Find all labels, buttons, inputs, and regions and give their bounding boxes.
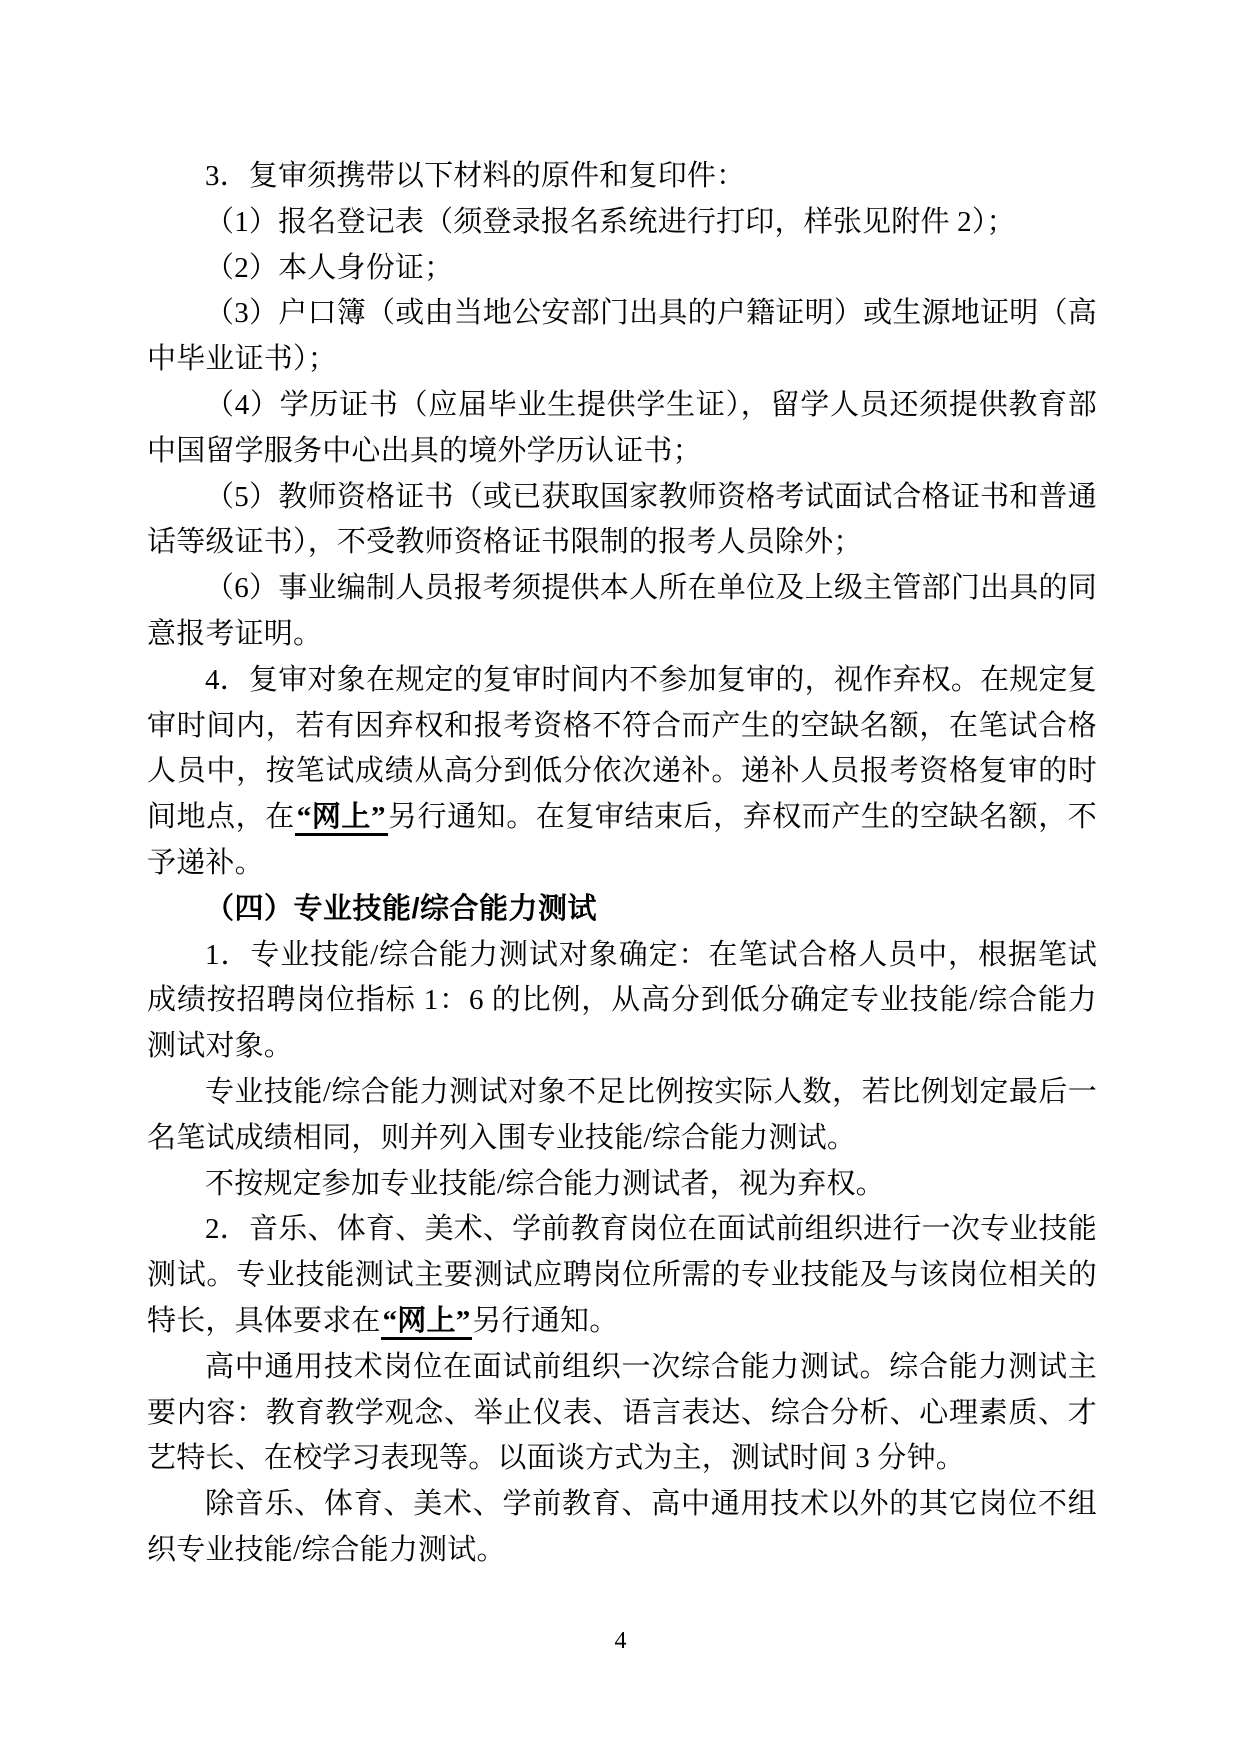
text-run: 高中通用技术岗位在面试前组织一次综合能力测试。综合能力测试主要内容：教育教学观念、举止仪表、语言表达、综合分析、心理素质、才艺特长、在校学习表现等。以面谈方式为主，测试时间 3 分钟。: [147, 1350, 1097, 1475]
paragraph: [147, 933, 1097, 1070]
paragraph: [147, 475, 1097, 567]
paragraph: [147, 1070, 1097, 1162]
text-run: 另行通知。在复审结束后，弃权而产生的空缺名额，不予递补。: [147, 801, 1097, 879]
paragraph: [147, 154, 1097, 200]
paragraph: [147, 566, 1097, 658]
paragraph: [147, 291, 1097, 383]
text-run: 不按规定参加专业技能/综合能力测试者，视为弃权。: [205, 1167, 885, 1200]
section-heading: [147, 887, 1097, 933]
text-run: （1）报名登记表（须登录报名系统进行打印，样张见附件 2）；: [205, 205, 1016, 238]
paragraph: [147, 246, 1097, 292]
text-run: 专业技能/综合能力测试对象不足比例按实际人数，若比例划定最后一名笔试成绩相同，则并列入围专业技能/综合能力测试。: [147, 1075, 1097, 1154]
text-run: 除音乐、体育、美术、学前教育、高中通用技术以外的其它岗位不组织专业技能/综合能力测试。: [147, 1488, 1097, 1566]
text-run: （6）事业编制人员报考须提供本人所在单位及上级主管部门出具的同意报考证明。: [147, 572, 1097, 650]
emphasized-term: “网上”: [381, 1305, 473, 1340]
text-run: 1．专业技能/综合能力测试对象确定：在笔试合格人员中，根据笔试成绩按招聘岗位指标 1：6 的比例，从高分到低分确定专业技能/综合能力测试对象。: [147, 938, 1097, 1063]
page-number: 4: [614, 1628, 627, 1654]
paragraph: [147, 1162, 1097, 1208]
text-run: 2．音乐、体育、美术、学前教育岗位在面试前组织进行一次专业技能测试。专业技能测试主要测试应聘岗位所需的专业技能及与该岗位相关的特长，具体要求在: [147, 1213, 1097, 1337]
paragraph: [147, 1482, 1097, 1574]
emphasized-term: “网上”: [295, 801, 388, 836]
paragraph: [147, 200, 1097, 246]
paragraph: [147, 383, 1097, 475]
document-body: [147, 154, 1097, 1574]
text-run: 另行通知。: [472, 1304, 619, 1337]
text-run: （2）本人身份证；: [205, 251, 454, 284]
text-run: （5）教师资格证书（或已获取国家教师资格考试面试合格证书和普通话等级证书），不受教师资格证书限制的报考人员除外；: [147, 480, 1097, 559]
paragraph: [147, 1345, 1097, 1482]
text-run: 3．复审须携带以下材料的原件和复印件：: [205, 160, 746, 192]
text-run: 4．复审对象在规定的复审时间内不参加复审的，视作弃权。在规定复审时间内，若有因弃权和报考资格不符合而产生的空缺名额，在笔试合格人员中，按笔试成绩从高分到低分依次递补。递补人员报考资格复审的时间地点，在: [147, 663, 1097, 834]
paragraph: [147, 658, 1097, 887]
text-run: （4）学历证书（应届毕业生提供学生证），留学人员还须提供教育部中国留学服务中心出具的境外学历认证书；: [147, 388, 1097, 467]
paragraph: [147, 1207, 1097, 1344]
page-footer: [0, 1626, 1241, 1656]
text-run: （3）户口簿（或由当地公安部门出具的户籍证明）或生源地证明（高中毕业证书）；: [147, 297, 1097, 376]
text-run: （四）专业技能/综合能力测试: [205, 892, 598, 925]
